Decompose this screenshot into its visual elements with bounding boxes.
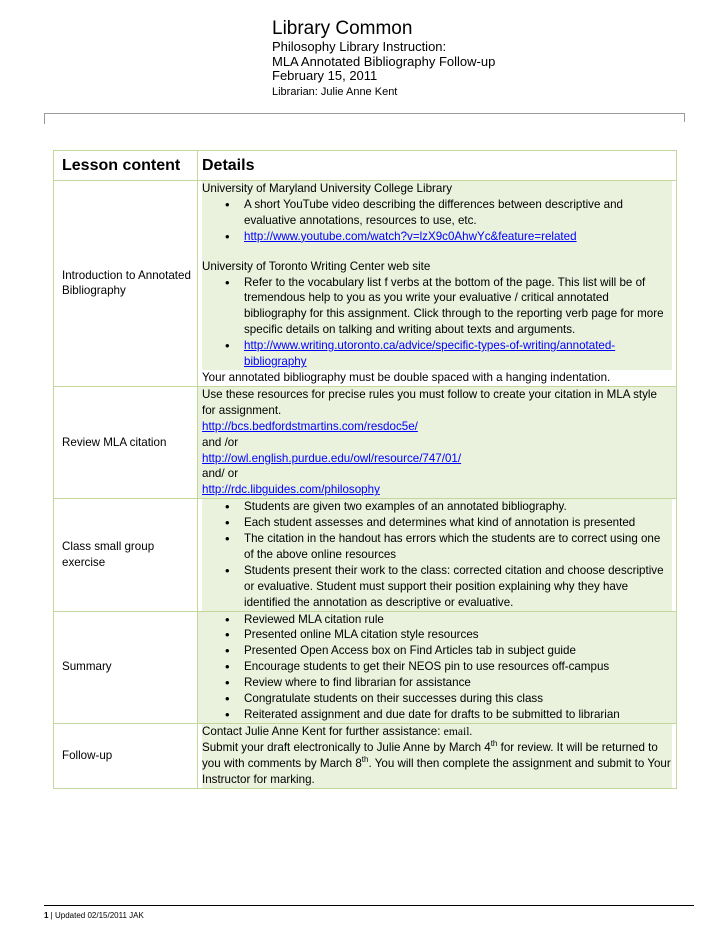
list-item: • Students are given two examples of an annotated bibliography.: [202, 499, 672, 515]
list-item: • Refer to the vocabulary list f verbs at the bottom of the page. This list will be of tremendous help to you as you write your evaluative / critical annotated bibliography for this assignment. Click through to the reporting verb page for more specific details on talking and writing about texts and arguments.: [202, 275, 672, 339]
row-label-introduction: Introduction to Annotated Bibliography: [54, 181, 198, 387]
submit-text-b: for review. It will be returned to you with comments by March 8: [202, 740, 658, 770]
table-header-row: [54, 151, 677, 181]
purdue-owl-link[interactable]: http://owl.english.purdue.edu/owl/resource/747/01/: [202, 451, 462, 465]
superscript-th: th: [361, 754, 369, 764]
utoronto-link[interactable]: http://www.writing.utoronto.ca/advice/specific-types-of-writing/annotated-bibliography: [244, 339, 616, 369]
bedford-link[interactable]: http://bcs.bedfordstmartins.com/resdoc5e/: [202, 419, 418, 433]
table-row-mla: [54, 386, 677, 498]
youtube-link[interactable]: http://www.youtube.com/watch?v=lzX9c0AhwYc&feature=related: [244, 229, 577, 243]
frame-right-border: [684, 113, 685, 122]
row-detail-summary: [198, 611, 677, 723]
col-header-lesson-content: Lesson content: [54, 151, 198, 181]
footer-updated: Updated 02/15/2011 JAK: [54, 911, 144, 920]
row-label-followup: Follow-up: [54, 723, 198, 788]
toronto-title: University of Toronto Writing Center web site: [202, 259, 672, 275]
umuc-title: University of Maryland University College Library: [202, 181, 672, 197]
superscript-th: th: [490, 738, 498, 748]
list-item: • Reviewed MLA citation rule: [202, 612, 672, 628]
list-item: • Presented online MLA citation style resources: [202, 627, 672, 643]
submit-text: [202, 740, 672, 788]
header-line3: February 15, 2011: [272, 68, 378, 83]
row-label-summary: Summary: [54, 611, 198, 723]
and-or-text: and/ or: [202, 467, 239, 481]
list-item: • Each student assesses and determines what kind of annotation is presented: [202, 515, 672, 531]
submit-text-c: . You will then complete the assignment and submit to Your Instructor for marking.: [202, 756, 671, 786]
toronto-list: [202, 275, 672, 370]
row-detail-introduction: [198, 181, 677, 387]
row-label-mla: Review MLA citation: [54, 386, 198, 498]
table-row-followup: [54, 723, 677, 788]
header-librarian: Librarian: Julie Anne Kent: [272, 85, 398, 98]
table-row-exercise: [54, 499, 677, 611]
contact-line: [202, 724, 672, 740]
page-footer: [44, 911, 144, 920]
email-link[interactable]: email.: [443, 724, 473, 738]
intro-closing-text: Your annotated bibliography must be double spaced with a hanging indentation.: [202, 370, 611, 384]
list-item: • Reiterated assignment and due date for drafts to be submitted to librarian: [202, 707, 672, 723]
submit-text-a: Submit your draft electronically to Julie Anne by March 4: [202, 740, 491, 754]
spacer: [202, 245, 672, 259]
exercise-list: [202, 499, 672, 610]
list-item: • A short YouTube video describing the differences between descriptive and evaluative annotations, resources to use, etc.: [202, 197, 672, 229]
list-item: • Presented Open Access box on Find Articles tab in subject guide: [202, 643, 672, 659]
libguides-link[interactable]: http://rdc.libguides.com/philosophy: [202, 483, 380, 497]
list-item: [202, 229, 672, 245]
list-item: [202, 338, 672, 370]
page-number: 1: [44, 911, 49, 920]
header-line1: Philosophy Library Instruction:: [272, 39, 447, 54]
document-header: [272, 18, 495, 100]
table-row-summary: [54, 611, 677, 723]
list-item: • Review where to find librarian for assistance: [202, 675, 672, 691]
umuc-list: [202, 197, 672, 245]
col-header-details: Details: [198, 151, 677, 181]
mla-intro-text: Use these resources for precise rules you must follow to create your citation in MLA style for assignment.: [202, 387, 657, 417]
list-item: • Encourage students to get their NEOS pin to use resources off-campus: [202, 659, 672, 675]
list-item: • Students present their work to the class: corrected citation and choose descriptive or evaluative. Student must support their position explaining why they have identified the annotation as descriptive or evaluative.: [202, 563, 672, 611]
and-or-text: and /or: [202, 435, 239, 449]
row-detail-exercise: [198, 499, 677, 611]
contact-text: Contact Julie Anne Kent for further assistance:: [202, 724, 444, 738]
list-item: • The citation in the handout has errors which the students are to correct using one of the above online resources: [202, 531, 672, 563]
footer-divider: [44, 905, 694, 906]
row-label-exercise: Class small group exercise: [54, 499, 198, 611]
header-title: Library Common: [272, 18, 413, 39]
summary-list: [202, 612, 672, 723]
lesson-table: [53, 150, 677, 789]
header-line2: MLA Annotated Bibliography Follow-up: [272, 53, 496, 69]
row-detail-followup: [198, 723, 677, 788]
table-row-introduction: [54, 181, 677, 387]
row-detail-mla: [198, 386, 677, 498]
list-item: • Congratulate students on their successes during this class: [202, 691, 672, 707]
footer-separator: |: [48, 911, 55, 920]
frame-top-border: [44, 113, 685, 124]
